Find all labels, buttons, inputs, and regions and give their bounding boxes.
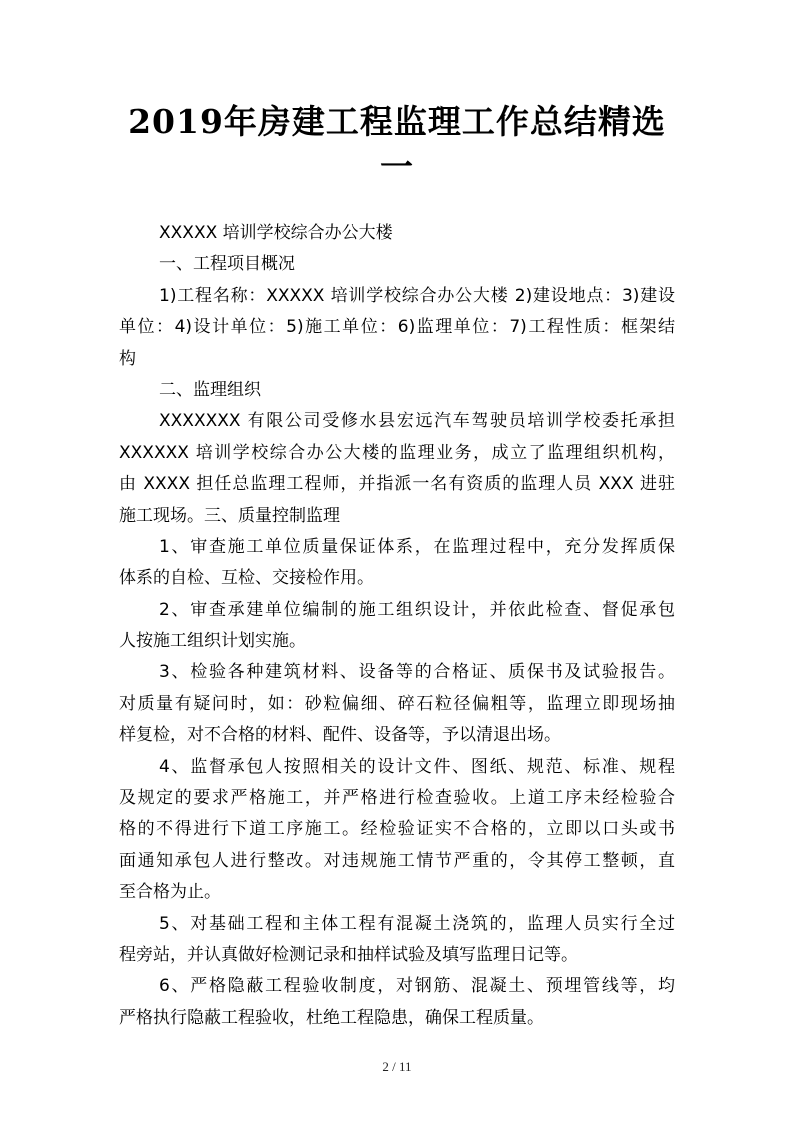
body-text-line: 样复检，对不合格的材料、配件、设备等，予以清退出场。 bbox=[119, 725, 561, 746]
body-text-line: 1)工程名称：XXXXX 培训学校综合办公大楼 2)建设地点：3)建设 bbox=[159, 285, 675, 306]
body-text-line: 一、工程项目概况 bbox=[159, 254, 295, 275]
body-text-line: 5、对基础工程和主体工程有混凝土浇筑的，监理人员实行全过 bbox=[159, 913, 675, 934]
body-text-line: 3、检验各种建筑材料、设备等的合格证、质保书及试验报告。 bbox=[159, 662, 675, 683]
body-text-line: XXXXX 培训学校综合办公大楼 bbox=[159, 223, 393, 243]
body-text-line: 至合格为止。 bbox=[119, 882, 221, 903]
body-text-line: 面通知承包人进行整改。对违规施工情节严重的，令其停工整顿，直 bbox=[119, 850, 675, 871]
body-text-line: 6、严格隐蔽工程验收制度，对钢筋、混凝土、预埋管线等，均 bbox=[159, 976, 675, 997]
body-text-line: 4、监督承包人按照相关的设计文件、图纸、规范、标准、规程 bbox=[159, 756, 675, 777]
body-text-line: 单位：4)设计单位：5)施工单位：6)监理单位：7)工程性质：框架结 bbox=[119, 317, 675, 338]
body-text-line: 严格执行隐蔽工程验收，杜绝工程隐患，确保工程质量。 bbox=[119, 1007, 544, 1028]
body-text-line: 程旁站，并认真做好检测记录和抽样试验及填写监理日记等。 bbox=[119, 944, 578, 965]
document-body bbox=[119, 218, 675, 1034]
body-text-line: 2、审查承建单位编制的施工组织设计，并依此检查、督促承包 bbox=[159, 599, 675, 620]
document-title: 2019年房建工程监理工作总结精选 bbox=[128, 102, 666, 141]
body-text-line: 施工现场。三、质量控制监理 bbox=[119, 505, 340, 526]
body-text-line: 格的不得进行下道工序施工。经检验证实不合格的，立即以口头或书 bbox=[119, 819, 675, 840]
body-text-line: 及规定的要求严格施工，并严格进行检查验收。上道工序未经检验合 bbox=[119, 788, 675, 809]
document-title-continued: 一 bbox=[380, 147, 414, 186]
page-number: 2 / 11 bbox=[382, 1059, 412, 1074]
body-text-line: 1、审查施工单位质量保证体系，在监理过程中，充分发挥质保 bbox=[159, 536, 675, 557]
body-text-line: 二、监理组织 bbox=[159, 379, 261, 400]
body-text-line: 人按施工组织计划实施。 bbox=[119, 631, 306, 652]
body-text-line: 由 XXXX 担任总监理工程师，并指派一名有资质的监理人员 XXX 进驻 bbox=[119, 474, 675, 495]
body-text-line: XXXXXX 培训学校综合办公大楼的监理业务，成立了监理组织机构， bbox=[119, 442, 675, 463]
body-text-line: 体系的自检、互检、交接检作用。 bbox=[119, 568, 374, 589]
body-text-line: 对质量有疑问时，如：砂粒偏细、碎石粒径偏粗等，监理立即现场抽 bbox=[119, 693, 675, 714]
body-text-line: XXXXXXX 有限公司受修水县宏远汽车驾驶员培训学校委托承担 bbox=[159, 411, 675, 432]
body-text-line: 构 bbox=[119, 348, 136, 369]
